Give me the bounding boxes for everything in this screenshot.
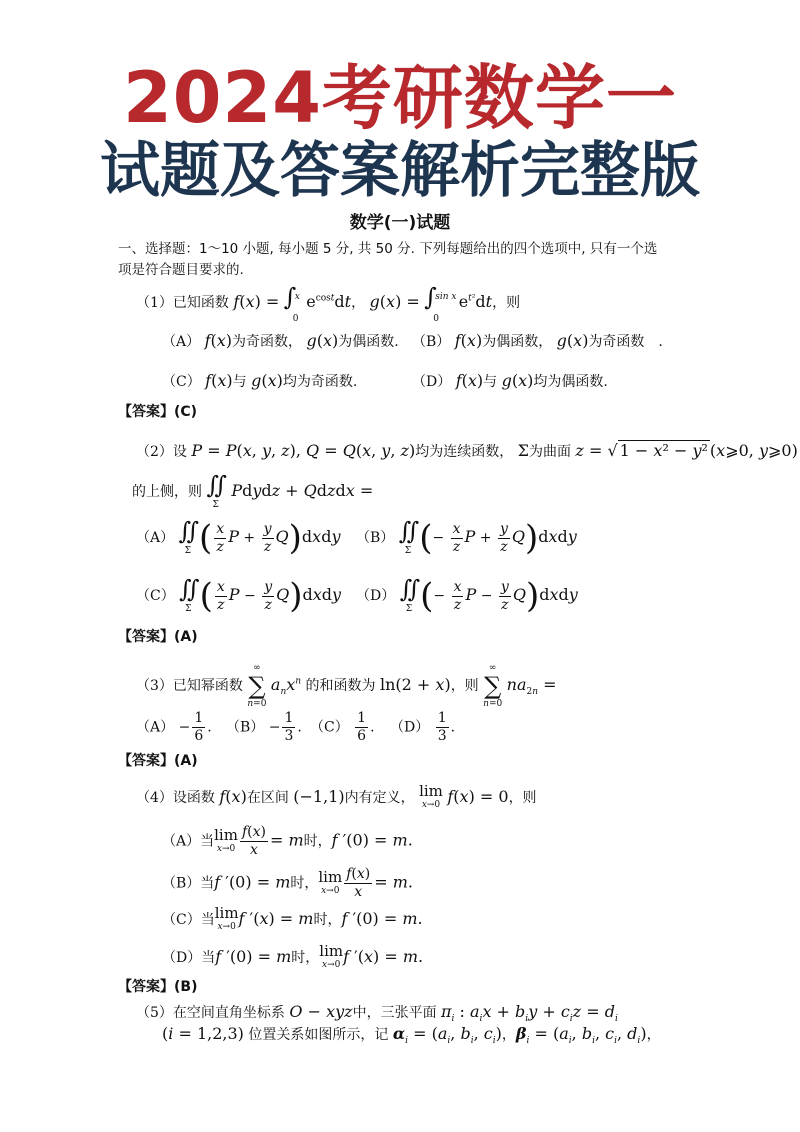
question-2-stem-line-2: 的上侧，则 ∬ Σ Pdydz + Qdzdx = xyxy=(132,471,374,510)
question-2-stem: （2）设 P = P(x, y, z), Q = Q(x, y, z)均为连续函数， Σ为曲面 z = √ 1 − x² − y² (x⩾0, y⩾0) xyxy=(136,441,798,460)
section-title: 数学(一)试题 xyxy=(349,213,451,233)
instructions-line-1: 一、选择题：1～10 小题, 每小题 5 分, 共 50 分. 下列每题给出的四个选项中, 只有一个选 xyxy=(118,241,658,257)
question-5-stem: （5）在空间直角坐标系 O − xyz中，三张平面 $\pi_i$ : $a_ix + b_iy + c_iz = d_i$ xyxy=(136,1002,618,1025)
question-1-stem: （1）已知函数 f(x) = ∫ x 0 $e^{cost}dt$， g(x) = ∫ sin x 0 $e^{t^2}dt$，则 xyxy=(136,283,521,324)
question-2-option-b: （B） ∬ Σ (− $\frac{x}{z}$ P + $\frac{y}{z}$ Q)dxdy xyxy=(356,517,577,558)
question-4-option-b: （B）当f ′(0) = m时， lim x→0 $\frac{f(x)}{x}$ = m. xyxy=(162,866,413,900)
question-3-answer: 【答案】(A) xyxy=(118,753,198,769)
instructions-line-2: 项是符合题目要求的. xyxy=(118,262,244,278)
question-1-answer: 【答案】(C) xyxy=(118,404,198,420)
question-4-option-d: （D）当f ′(0) = m时， lim x→0 f ′(x) = m. xyxy=(162,942,424,970)
question-3-option-a: （A） − $\frac{1}{6}$ . xyxy=(136,710,212,744)
question-4-stem: （4）设函数 f(x)在区间 (−1,1)内有定义， lim x→0 f(x) = 0，则 xyxy=(136,782,537,810)
question-2-option-a: （A） ∬ Σ ( $\frac{x}{z}$ P + $\frac{y}{z}$ Q)dxdy xyxy=(136,517,341,558)
question-3-option-b: （B） − $\frac{1}{3}$ . xyxy=(226,710,302,744)
question-3-option-d: （D） $\frac{1}{3}$ . xyxy=(390,710,456,744)
question-4-answer: 【答案】(B) xyxy=(118,979,198,995)
question-1-option-c: （C） f(x)与 g(x)均为奇函数. xyxy=(162,371,358,390)
question-1-option-d: （D） f(x)与 g(x)均为偶函数. xyxy=(412,371,608,390)
question-2-option-c: （C） ∬ Σ ( $\frac{x}{z}$ P − $\frac{y}{z}$ Q)dxdy xyxy=(136,575,342,616)
question-4-option-c: （C）当 lim x→0 f ′(x) = m时，f ′(0) = m. xyxy=(162,904,423,932)
question-1-option-a: （A） f(x)为奇函数， g(x)为偶函数. xyxy=(162,331,399,350)
banner-subtitle: 试题及答案解析完整版 xyxy=(100,136,700,206)
question-5-stem-line-2: (i = 1,2,3) 位置关系如图所示，记 $\alpha_i = (a_i$, $b_i$, $c_i$)，$\beta_i = (a_i$, $b_i$, $c_i$, $d_i$)， xyxy=(162,1024,661,1047)
question-2-option-d: （D） ∬ Σ (− $\frac{x}{z}$ P − $\frac{y}{z}$ Q)dxdy xyxy=(356,575,578,616)
question-1-option-b: （B） f(x)为偶函数， g(x)为奇函数 . xyxy=(412,331,663,350)
question-3-option-c: （C） $\frac{1}{6}$ . xyxy=(310,710,375,744)
question-4-option-a: （A）当 lim x→0 $\frac{f(x)}{x}$ = m时，f ′(0) = m. xyxy=(162,824,413,858)
question-3-stem: （3）已知幂函数 ∞ ∑ n=0 $a_nx^n$ 的和函数为 ln(2 + x)，则 ∞ ∑ n=0 $na_{2n}$ = xyxy=(136,663,557,709)
question-2-answer: 【答案】(A) xyxy=(118,629,198,645)
banner-title: 2024考研数学一 xyxy=(123,57,677,139)
